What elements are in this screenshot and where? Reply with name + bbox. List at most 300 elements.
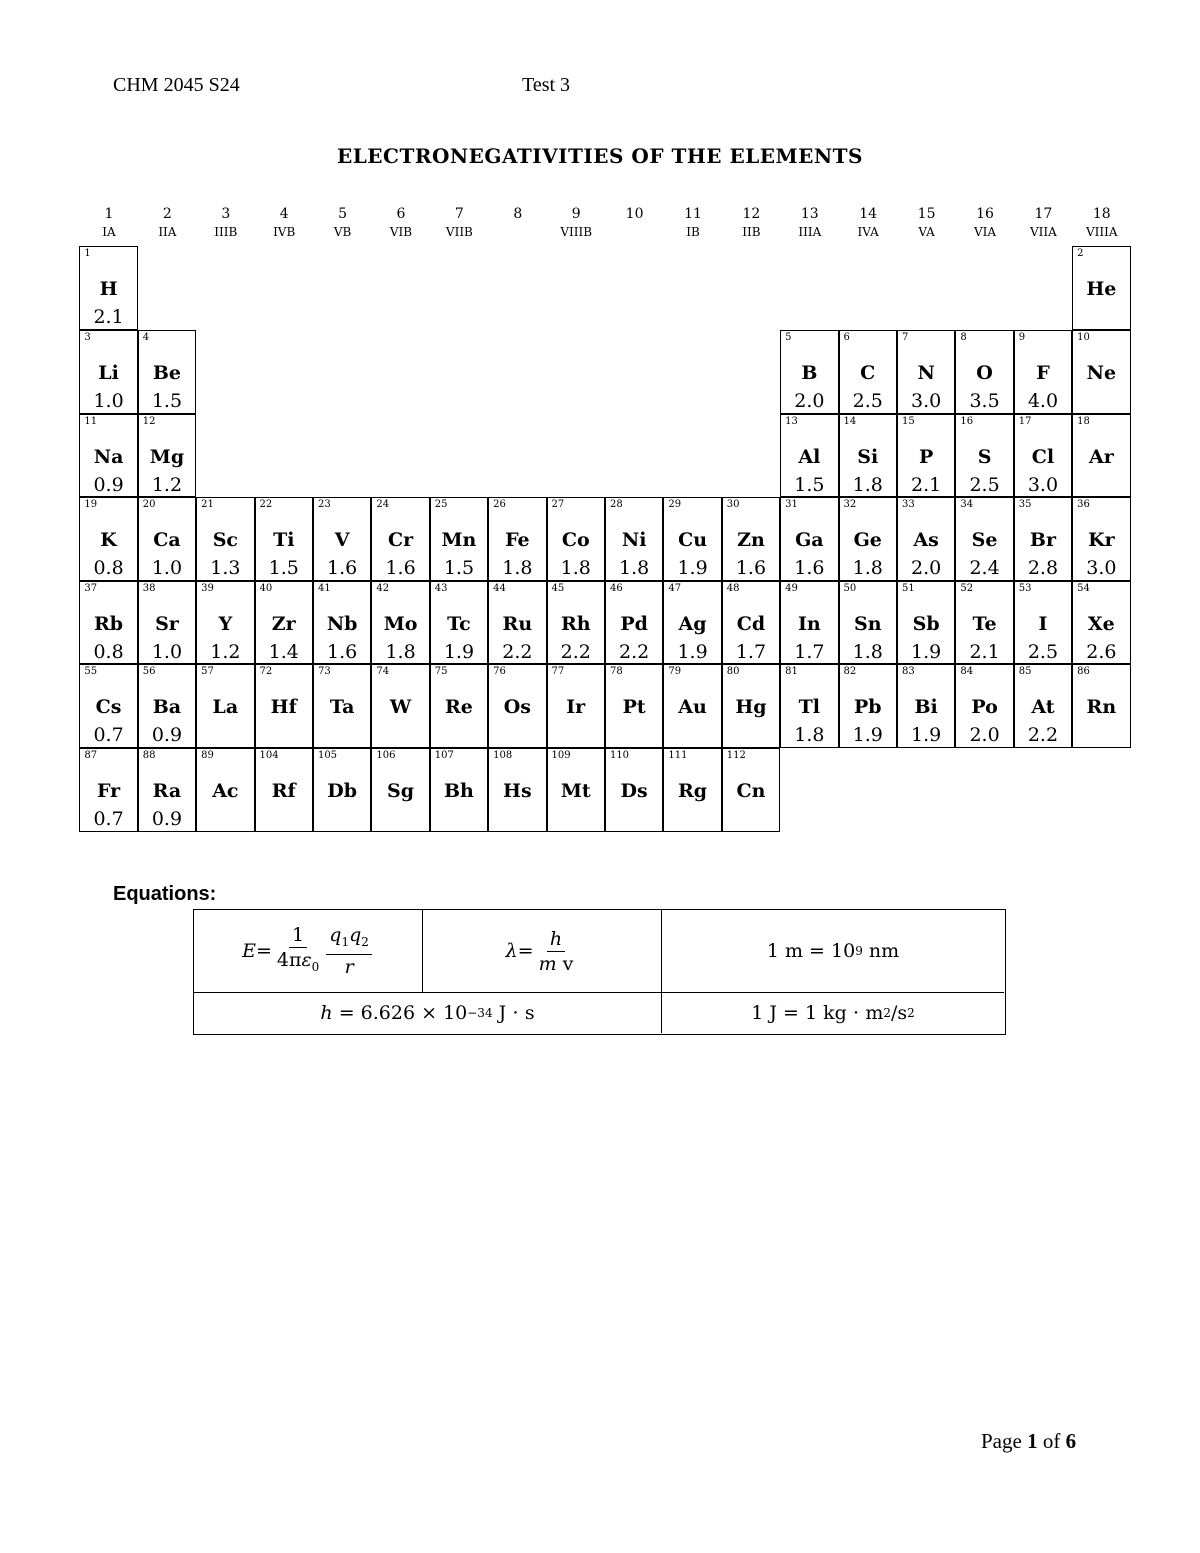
group-roman: VIIIB	[560, 225, 593, 239]
atomic-number: 57	[201, 666, 214, 678]
element-cell	[839, 330, 897, 414]
group-label	[781, 206, 839, 240]
element-symbol: Se	[971, 529, 998, 552]
electronegativity-value: 2.1	[911, 473, 942, 496]
course-header: CHM 2045 S24	[113, 74, 240, 96]
element-symbol: Cr	[387, 529, 414, 552]
periodic-table	[80, 247, 1131, 833]
nanometer-unit: nm	[868, 940, 900, 962]
electronegativity-value: 1.8	[852, 473, 883, 496]
electronegativity-value: 2.1	[93, 306, 124, 329]
element-symbol: Cu	[678, 529, 708, 552]
element-symbol: Hf	[270, 696, 297, 719]
per-second: /s	[891, 1002, 908, 1024]
group-label	[372, 206, 430, 240]
element-cell	[663, 664, 721, 748]
element-cell	[138, 581, 196, 665]
element-symbol: Re	[445, 696, 473, 719]
electronegativity-value: 1.7	[735, 640, 767, 663]
electronegativity-value: 1.4	[268, 640, 299, 663]
current-page: 1	[1027, 1429, 1038, 1453]
element-symbol: Mt	[560, 779, 591, 802]
electronegativity-value: 1.8	[560, 557, 591, 580]
electronegativity-value: 1.8	[852, 640, 883, 663]
electronegativity-value: 2.0	[969, 724, 1000, 747]
element-symbol: Tl	[798, 696, 821, 719]
electronegativity-value: 1.6	[385, 557, 416, 580]
element-symbol: Br	[1029, 529, 1056, 552]
element-symbol: Cs	[95, 696, 122, 719]
group-roman: VB	[333, 225, 352, 239]
atomic-number: 23	[317, 499, 331, 511]
element-symbol: Ra	[152, 779, 182, 802]
group-label	[314, 206, 372, 240]
element-cell	[138, 330, 196, 414]
group-label	[489, 206, 547, 224]
element-symbol: Sb	[912, 612, 940, 635]
atomic-number: 17	[1018, 415, 1032, 427]
element-symbol: La	[212, 696, 239, 719]
electronegativity-value: 0.9	[151, 807, 183, 830]
atomic-number: 39	[201, 582, 214, 594]
group-number: 13	[800, 206, 819, 222]
group-label	[430, 206, 488, 240]
test-header: Test 3	[522, 74, 571, 96]
atomic-number: 77	[551, 666, 565, 678]
element-symbol: Rh	[560, 612, 591, 635]
group-label	[606, 206, 664, 224]
electronegativity-value: 0.8	[93, 640, 124, 663]
element-cell	[547, 497, 605, 581]
atomic-number: 43	[434, 582, 448, 594]
atomic-number: 85	[1018, 666, 1032, 678]
element-symbol: Ru	[502, 612, 533, 635]
electronegativity-value: 1.9	[911, 724, 942, 747]
element-cell	[1014, 330, 1072, 414]
atomic-number: 73	[317, 666, 331, 678]
element-symbol: Mn	[441, 529, 477, 552]
equations-label: Equations:	[113, 883, 217, 905]
element-cell	[488, 664, 546, 748]
atomic-number: 49	[785, 582, 798, 594]
group-label	[839, 206, 897, 240]
atomic-number: 89	[201, 749, 214, 761]
element-symbol: Ds	[620, 779, 648, 802]
element-cell	[605, 581, 663, 665]
atomic-number: 75	[434, 666, 448, 678]
element-cell	[722, 581, 780, 665]
element-symbol: Nb	[326, 612, 358, 635]
group-label	[664, 206, 722, 240]
atomic-number: 2	[1077, 248, 1084, 260]
group-roman: VIA	[973, 225, 997, 239]
atomic-number: 15	[901, 415, 915, 427]
joule-lhs: 1 J	[751, 1002, 777, 1024]
electronegativity-value: 1.2	[151, 473, 183, 496]
atomic-number: 74	[376, 666, 390, 678]
atomic-number: 107	[434, 749, 454, 761]
element-symbol: Mg	[149, 445, 185, 468]
electronegativity-value: 1.6	[327, 640, 358, 663]
charge-distance-fraction	[326, 923, 372, 979]
element-cell	[955, 330, 1013, 414]
page-number	[981, 1429, 1076, 1454]
element-symbol: Os	[503, 696, 531, 719]
group-roman: IIA	[158, 225, 177, 239]
element-cell	[1014, 497, 1072, 581]
group-number: 18	[1092, 206, 1111, 222]
atomic-number: 55	[84, 666, 98, 678]
meter-lhs: 1 m	[766, 940, 803, 962]
atomic-number: 106	[376, 749, 396, 761]
atomic-number: 112	[726, 749, 746, 761]
element-cell	[255, 581, 313, 665]
planck-constant: h = 6.626 × 10 −34 J ⋅ s	[194, 993, 662, 1033]
element-cell	[955, 414, 1013, 498]
element-symbol: Ba	[152, 696, 182, 719]
element-symbol: Xe	[1087, 612, 1115, 635]
electronegativity-value: 2.0	[794, 389, 825, 412]
element-cell	[897, 664, 955, 748]
atomic-number: 3	[84, 331, 91, 343]
atomic-number: 10	[1077, 331, 1090, 343]
debroglie-fraction	[536, 927, 577, 976]
atomic-number: 22	[259, 499, 273, 511]
atomic-number: 87	[84, 749, 98, 761]
element-symbol: Ar	[1088, 445, 1114, 468]
electronegativity-value: 1.5	[443, 557, 475, 580]
atomic-number: 9	[1018, 331, 1026, 343]
electronegativity-value: 1.0	[151, 640, 183, 663]
atomic-number: 7	[901, 331, 909, 343]
element-cell	[605, 748, 663, 832]
electronegativity-value: 1.9	[852, 724, 883, 747]
element-symbol: As	[913, 529, 939, 552]
of-word: of	[1042, 1429, 1061, 1453]
coulomb-equation: E = $\frac{1}{4\pi\varepsilon_0}$ $\frac{q_1q_2}{r}$	[194, 910, 423, 993]
energy-symbol: E	[242, 940, 256, 962]
element-cell	[780, 330, 838, 414]
element-cell	[313, 748, 371, 832]
electronegativity-value: 2.8	[1027, 557, 1059, 580]
electronegativity-value: 1.0	[151, 557, 183, 580]
element-cell	[1072, 246, 1130, 330]
electronegativity-value: 1.6	[735, 557, 767, 580]
atomic-number: 54	[1077, 582, 1090, 594]
atomic-number: 19	[84, 499, 98, 511]
group-roman: IIB	[742, 225, 761, 239]
element-cell	[547, 581, 605, 665]
element-symbol: Rn	[1086, 696, 1117, 719]
electronegativity-value: 0.9	[93, 473, 124, 496]
atomic-number: 42	[376, 582, 390, 594]
power-base: 10	[831, 940, 856, 962]
electronegativity-value: 1.2	[210, 640, 241, 663]
element-cell	[313, 497, 371, 581]
meter-conversion: 1 m = 10 9 nm	[662, 910, 1004, 993]
element-symbol: O	[976, 361, 993, 384]
group-header-row	[80, 206, 1131, 246]
atomic-number: 25	[434, 499, 448, 511]
group-number: 1	[104, 206, 114, 222]
second-exponent: 2	[907, 1006, 915, 1020]
electronegativity-value: 2.4	[969, 557, 1000, 580]
electronegativity-value: 1.8	[852, 557, 883, 580]
atomic-number: 38	[142, 582, 156, 594]
atomic-number: 33	[901, 499, 915, 511]
group-number: 15	[917, 206, 936, 222]
element-symbol: F	[1036, 361, 1050, 384]
charge-subscript: 1	[341, 934, 350, 949]
atomic-number: 88	[142, 749, 156, 761]
element-symbol: Fe	[505, 529, 530, 552]
group-label	[197, 206, 255, 240]
atomic-number: 40	[259, 582, 273, 594]
atomic-number: 56	[142, 666, 156, 678]
joule-rhs: 1 kg ⋅ m	[804, 1002, 884, 1024]
group-number: 10	[625, 206, 644, 222]
element-cell	[547, 664, 605, 748]
element-cell	[1072, 414, 1130, 498]
planck-symbol: h	[320, 1002, 333, 1024]
element-symbol: Pt	[622, 696, 646, 719]
electronegativity-value: 1.0	[93, 389, 124, 412]
element-cell	[1014, 414, 1072, 498]
atomic-number: 36	[1077, 499, 1090, 511]
element-cell	[663, 497, 721, 581]
element-symbol: Cd	[736, 612, 766, 635]
electronegativity-value: 2.0	[911, 557, 942, 580]
element-cell	[313, 581, 371, 665]
element-cell	[488, 581, 546, 665]
atomic-number: 13	[785, 415, 798, 427]
element-cell	[1072, 581, 1130, 665]
electronegativity-value: 2.2	[619, 640, 650, 663]
group-number: 6	[396, 206, 406, 222]
electronegativity-value: 0.7	[93, 724, 124, 747]
element-symbol: P	[919, 445, 934, 468]
element-symbol: Po	[971, 696, 998, 719]
electronegativity-value: 1.5	[794, 473, 825, 496]
distance-symbol: r	[344, 955, 354, 978]
electronegativity-value: 1.9	[677, 557, 708, 580]
element-symbol: Ti	[273, 529, 295, 552]
element-cell	[839, 497, 897, 581]
element-symbol: Tc	[447, 612, 471, 635]
atomic-number: 11	[84, 415, 98, 427]
element-symbol: Si	[857, 445, 879, 468]
atomic-number: 32	[843, 499, 857, 511]
element-cell	[839, 414, 897, 498]
meter-exponent: 2	[883, 1006, 891, 1020]
atomic-number: 47	[668, 582, 682, 594]
element-symbol: K	[100, 529, 117, 552]
electronegativity-value: 1.9	[443, 640, 475, 663]
electronegativity-value: 2.1	[969, 640, 1000, 663]
element-symbol: Fr	[96, 779, 121, 802]
element-symbol: Ag	[678, 612, 707, 635]
group-roman: VIIB	[445, 225, 473, 239]
element-symbol: Pd	[620, 612, 648, 635]
element-cell	[138, 414, 196, 498]
element-cell	[1014, 664, 1072, 748]
electronegativity-value: 1.8	[502, 557, 533, 580]
atomic-number: 8	[960, 331, 967, 343]
electronegativity-value: 1.5	[268, 557, 299, 580]
element-symbol: Y	[218, 612, 233, 635]
atomic-number: 50	[843, 582, 857, 594]
element-symbol: Te	[972, 612, 997, 635]
planck-value: 6.626 × 10	[360, 1002, 468, 1024]
group-number: 4	[279, 206, 289, 222]
electronegativity-value: 2.2	[560, 640, 591, 663]
atomic-number: 18	[1077, 415, 1090, 427]
atomic-number: 34	[960, 499, 974, 511]
atomic-number: 26	[493, 499, 506, 511]
page-title: ELECTRONEGATIVITIES OF THE ELEMENTS	[336, 144, 864, 168]
atomic-number: 53	[1018, 582, 1032, 594]
element-symbol: Sg	[387, 779, 415, 802]
atomic-number: 27	[551, 499, 565, 511]
element-cell	[955, 497, 1013, 581]
element-cell	[196, 664, 254, 748]
element-symbol: B	[801, 361, 818, 384]
electronegativity-value: 2.6	[1086, 640, 1117, 663]
element-symbol: At	[1031, 696, 1055, 719]
group-roman: IIIA	[798, 225, 822, 239]
atomic-number: 30	[726, 499, 740, 511]
planck-exponent: −34	[467, 1006, 493, 1020]
group-number: 17	[1034, 206, 1053, 222]
element-symbol: Co	[561, 529, 590, 552]
atomic-number: 5	[785, 331, 792, 343]
element-symbol: Al	[798, 445, 821, 468]
element-cell	[1072, 330, 1130, 414]
atomic-number: 52	[960, 582, 974, 594]
atomic-number: 83	[901, 666, 915, 678]
element-symbol: In	[798, 612, 821, 635]
atomic-number: 1	[84, 248, 91, 260]
page-word: Page	[981, 1429, 1022, 1453]
atomic-number: 16	[960, 415, 974, 427]
group-roman: IA	[102, 225, 116, 239]
element-symbol: Sn	[853, 612, 882, 635]
epsilon-symbol: ε	[301, 949, 312, 972]
atomic-number: 29	[668, 499, 682, 511]
element-cell	[955, 581, 1013, 665]
atomic-number: 51	[901, 582, 915, 594]
atomic-number: 80	[726, 666, 740, 678]
element-cell	[79, 581, 137, 665]
atomic-number: 78	[609, 666, 623, 678]
atomic-number: 84	[960, 666, 974, 678]
electronegativity-value: 2.5	[969, 473, 1000, 496]
group-roman: IB	[686, 225, 700, 239]
planck-symbol: h	[547, 927, 565, 952]
element-symbol: Kr	[1088, 529, 1115, 552]
group-number: 11	[684, 206, 702, 222]
element-symbol: Zr	[271, 612, 296, 635]
atomic-number: 82	[843, 666, 857, 678]
group-number: 8	[513, 206, 523, 222]
element-symbol: I	[1038, 612, 1048, 635]
element-symbol: Rf	[271, 779, 296, 802]
epsilon-subscript: 0	[311, 959, 320, 974]
atomic-number: 31	[785, 499, 798, 511]
element-cell	[488, 748, 546, 832]
group-number: 2	[162, 206, 172, 222]
group-label	[956, 206, 1014, 240]
coulomb-constant-fraction	[274, 923, 322, 979]
element-symbol: W	[389, 696, 412, 719]
atomic-number: 109	[551, 749, 571, 761]
element-cell	[955, 664, 1013, 748]
element-cell	[605, 497, 663, 581]
element-cell	[839, 664, 897, 748]
electronegativity-value: 3.0	[911, 389, 942, 412]
velocity-symbol: v	[562, 952, 574, 975]
element-cell	[255, 497, 313, 581]
group-roman: VIIA	[1029, 225, 1057, 239]
element-cell	[1072, 497, 1130, 581]
group-label	[722, 206, 780, 240]
electronegativity-value: 1.6	[794, 557, 825, 580]
group-roman: IVB	[273, 225, 296, 239]
element-symbol: Ca	[153, 529, 181, 552]
atomic-number: 81	[785, 666, 798, 678]
group-roman: IIIB	[214, 225, 238, 239]
electronegativity-value: 1.9	[911, 640, 942, 663]
electronegativity-value: 1.9	[677, 640, 708, 663]
electronegativity-value: 1.8	[385, 640, 416, 663]
element-cell	[196, 581, 254, 665]
element-symbol: N	[917, 361, 935, 384]
element-cell	[897, 581, 955, 665]
element-cell	[780, 664, 838, 748]
atomic-number: 72	[259, 666, 273, 678]
fraction-denominator	[536, 952, 577, 976]
atomic-number: 44	[493, 582, 506, 594]
element-symbol: Hg	[735, 696, 767, 719]
group-number: 16	[976, 206, 994, 222]
element-cell	[371, 664, 429, 748]
element-cell	[79, 246, 137, 330]
element-symbol: Au	[678, 696, 707, 719]
element-symbol: Cn	[736, 779, 766, 802]
element-symbol: Na	[93, 445, 124, 468]
debroglie-equation: λ = $\frac{h}{\text{m v}}$	[423, 910, 662, 993]
element-cell	[79, 414, 137, 498]
element-cell	[839, 581, 897, 665]
element-cell	[371, 581, 429, 665]
element-symbol: Rg	[678, 779, 708, 802]
element-symbol: He	[1086, 278, 1117, 301]
atomic-number: 76	[493, 666, 506, 678]
electronegativity-value: 2.5	[852, 389, 883, 412]
element-symbol: Bi	[914, 696, 938, 719]
element-cell	[255, 748, 313, 832]
group-roman: IVA	[857, 225, 879, 239]
element-symbol: Pb	[853, 696, 882, 719]
element-symbol: Ni	[621, 529, 647, 552]
group-number: 9	[571, 206, 581, 222]
fraction-numerator: 1	[289, 923, 307, 948]
element-cell	[196, 748, 254, 832]
element-cell	[138, 497, 196, 581]
element-symbol: V	[334, 529, 350, 552]
joule-conversion: 1 J = 1 kg ⋅ m 2 /s 2	[751, 1002, 915, 1024]
element-cell	[605, 664, 663, 748]
